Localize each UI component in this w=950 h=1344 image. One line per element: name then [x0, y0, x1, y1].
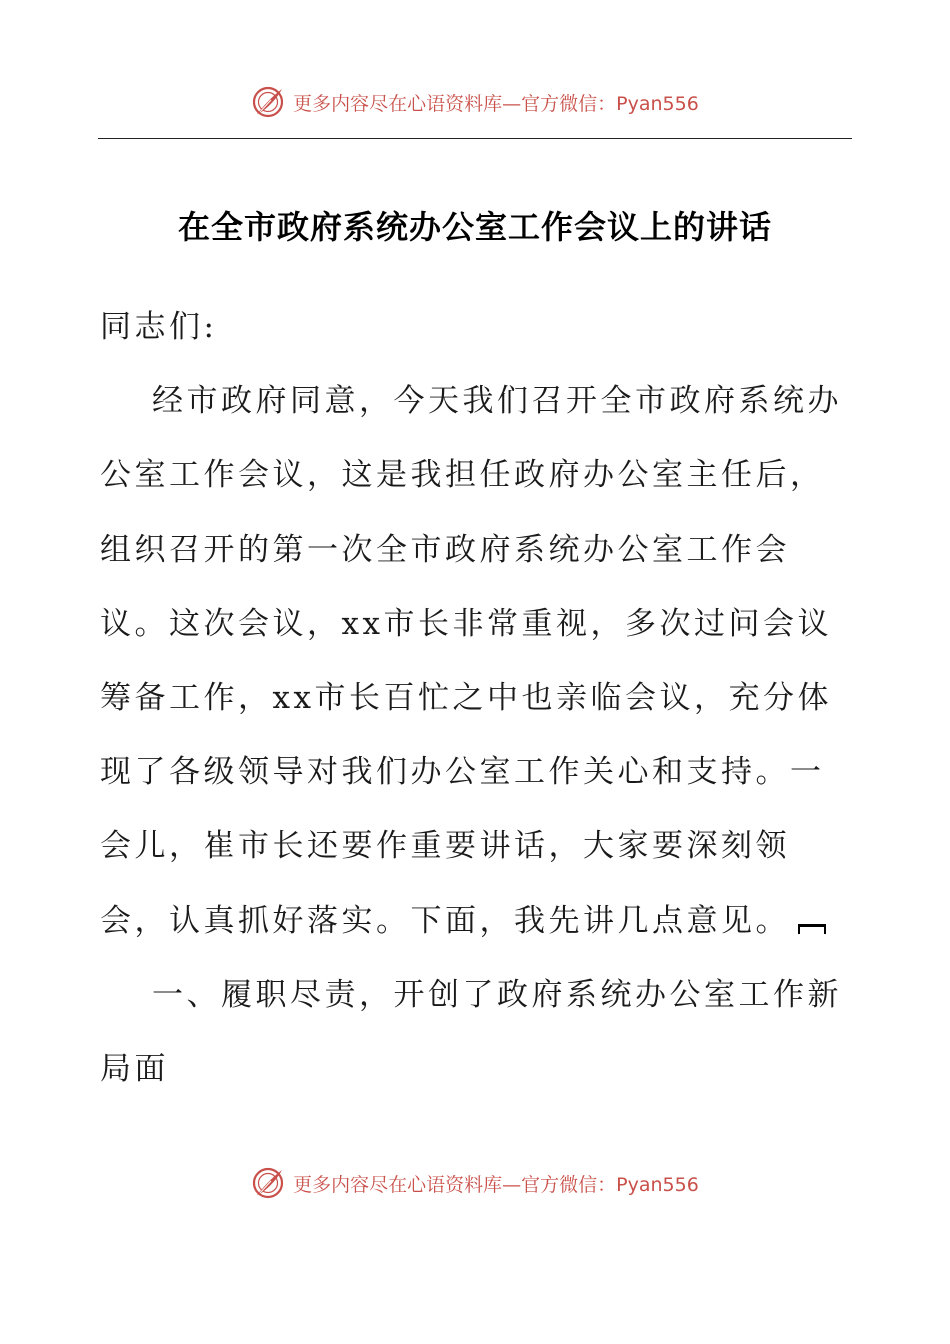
document-body	[100, 290, 852, 1106]
banner-text-cn: 更多内容尽在心语资料库—官方微信：	[293, 1173, 617, 1196]
banner-text	[293, 1170, 699, 1197]
paragraph	[100, 364, 852, 958]
salutation: 同志们:	[100, 309, 218, 345]
quill-logo-icon	[251, 85, 285, 119]
footer-banner	[0, 1163, 950, 1203]
document-title: 在全市政府系统办公室工作会议上的讲话	[177, 208, 772, 246]
banner-wechat-id: Pyan556	[616, 1173, 699, 1196]
quill-logo-icon	[251, 1166, 285, 1200]
banner-text-cn: 更多内容尽在心语资料库—官方微信：	[293, 92, 617, 115]
header-divider	[98, 138, 852, 139]
banner-wechat-id: Pyan556	[616, 92, 699, 115]
paragraph-text: 经市政府同意，今天我们召开全市政府系统办公室工作会议，这是我担任政府办公室主任后，组织召开的第一次全市政府系统办公室工作会议。这次会议，xx市长非常重视，多次过问会议筹备工作，xx市长百忙之中也亲临会议，充分体现了各级领导对我们办公室工作关心和支持。一会儿，崔市长还要作重要讲话，大家要深刻领会，认真抓好落实。下面，我先讲几点意见。	[100, 383, 842, 939]
header-banner	[0, 82, 950, 122]
banner-text	[293, 89, 699, 116]
bracket-mark-icon	[798, 924, 826, 934]
section-heading: 一、履职尽责，开创了政府系统办公室工作新局面	[100, 976, 842, 1088]
